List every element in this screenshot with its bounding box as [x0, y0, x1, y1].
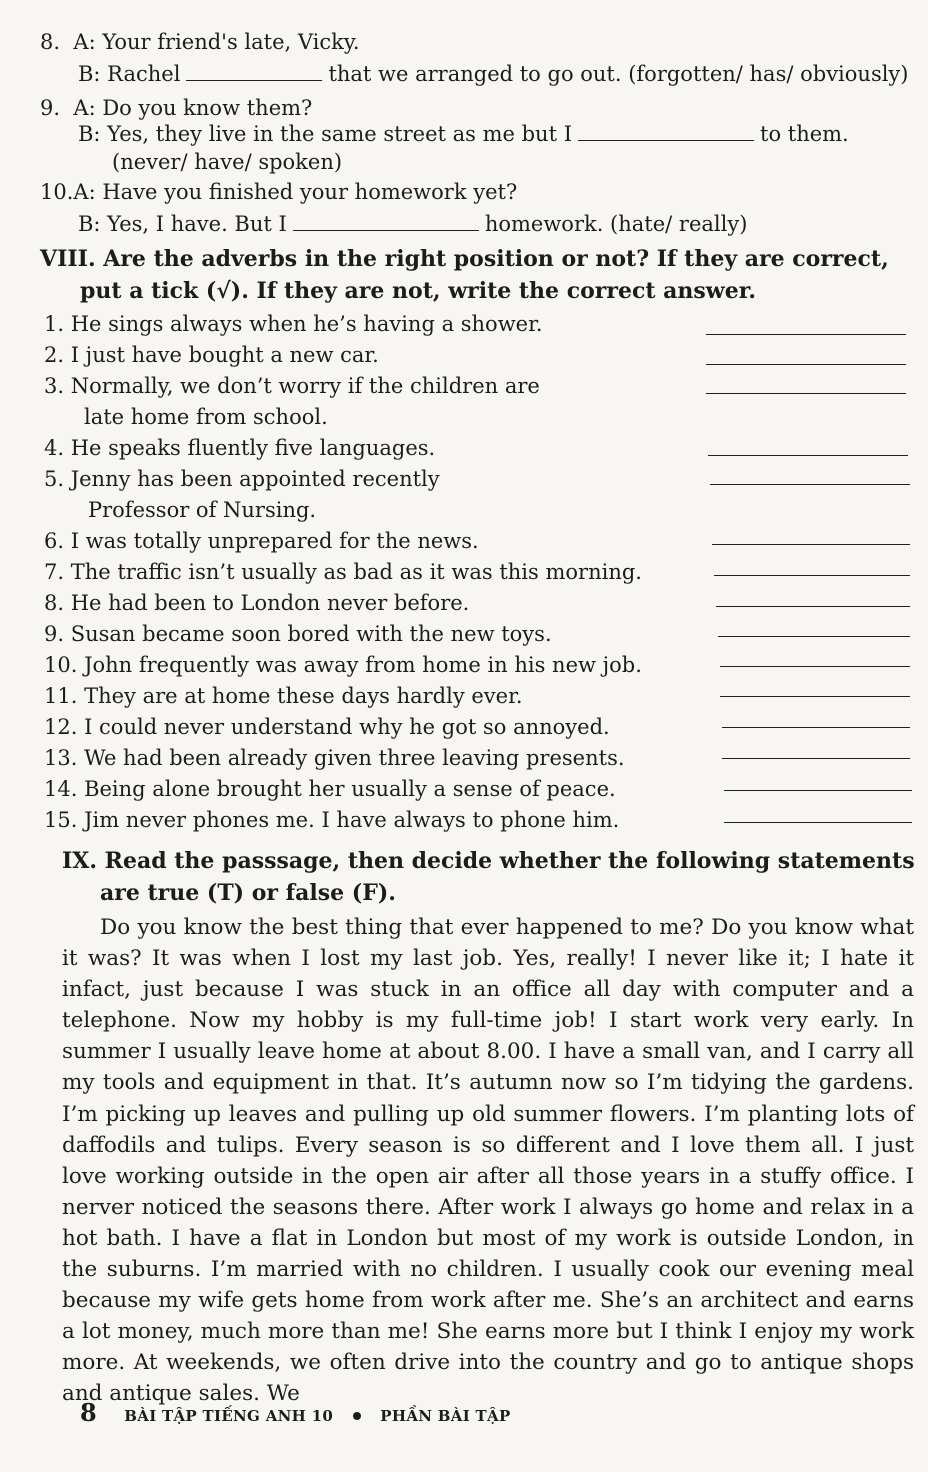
- passage-text: Do you know the best thing that ever happened to me? Do you know what it was? It was when I lost my last job. Yes, really! I never like it; I hate it infact, just because I was stuck in an office all day with computer and a telephone. Now my hobby is my full-time job! I start work very early. In summer I usually leave home at about 8.00. I have a small van, and I carry all my tools and equipment in that. It’s autumn now so I’m tidying the gardens. I’m picking up leaves and pulling up old summer flowers. I’m planting lots of daffodils and tulips. Every season is so different and I love them all. I just love working outside in the open air after all those years in a stuffy office. I nerver noticed the seasons there. After work I always go home and relax in a hot bath. I have a flat in London but most of my work is outside London, in the suburns. I’m married with no children. I usually cook our evening meal because my wife gets home from work after me. She’s an architect and earns a lot money, much more than me! She earns more but I think I enjoy my work more. At weekends, we often drive into the country and go to antique shops and antique sales. We: [62, 915, 914, 1407]
- answer-line-7[interactable]: [714, 575, 910, 576]
- answer-line-13[interactable]: [722, 758, 910, 759]
- answer-line-8[interactable]: [716, 606, 910, 607]
- answer-line-12[interactable]: [722, 727, 910, 728]
- item-11: 11. They are at home these days hardly ever.: [44, 684, 523, 708]
- section-8-heading-cont: put a tick (√). If they are not, write the correct answer.: [80, 278, 756, 304]
- section-9-heading: IX. Read the passsage, then decide whether the following statements: [62, 848, 915, 874]
- reading-passage: [62, 912, 914, 1410]
- q10-line-a: 10.A: Have you finished your homework yet?: [40, 180, 518, 204]
- answer-line-6[interactable]: [712, 544, 910, 545]
- q8-answer-blank[interactable]: [186, 62, 322, 81]
- answer-line-1[interactable]: [706, 334, 906, 335]
- item-7: 7. The traffic isn’t usually as bad as it was this morning.: [44, 560, 642, 584]
- q8-line-a: 8. A: Your friend's late, Vicky.: [40, 30, 360, 54]
- answer-line-5[interactable]: [710, 484, 910, 485]
- item-1: 1. He sings always when he’s having a shower.: [44, 312, 543, 336]
- page-number: 8: [80, 1398, 97, 1427]
- item-5: 5. Jenny has been appointed recently: [44, 467, 440, 491]
- book-part: PHẦN BÀI TẬP: [380, 1407, 511, 1425]
- item-10: 10. John frequently was away from home in his new job.: [44, 653, 642, 677]
- q9-line-a: 9. A: Do you know them?: [40, 96, 313, 120]
- page-footer: [80, 1398, 511, 1427]
- section-8-heading: VIII. Are the adverbs in the right position or not? If they are correct,: [40, 246, 889, 272]
- q9-line-b: B: Yes, they live in the same street as me but I to them.: [78, 122, 849, 146]
- answer-line-15[interactable]: [724, 822, 912, 823]
- answer-line-9[interactable]: [718, 636, 910, 637]
- item-12: 12. I could never understand why he got so annoyed.: [44, 715, 610, 739]
- item-6: 6. I was totally unprepared for the news.: [44, 529, 479, 553]
- book-title: BÀI TẬP TIẾNG ANH 10: [124, 1407, 334, 1425]
- item-14: 14. Being alone brought her usually a sense of peace.: [44, 777, 616, 801]
- item-3: 3. Normally, we don’t worry if the children are: [44, 374, 540, 398]
- q8-line-b: B: Rachel that we arranged to go out. (forgotten/ has/ obviously): [78, 62, 909, 86]
- q9-answer-blank[interactable]: [578, 122, 754, 141]
- answer-line-11[interactable]: [720, 696, 910, 697]
- answer-line-4[interactable]: [708, 455, 908, 456]
- answer-line-3[interactable]: [706, 393, 906, 394]
- answer-line-14[interactable]: [724, 790, 912, 791]
- q9-hint: (never/ have/ spoken): [112, 150, 343, 174]
- item-15: 15. Jim never phones me. I have always to phone him.: [44, 808, 620, 832]
- item-3-cont: late home from school.: [84, 405, 328, 429]
- q10-answer-blank[interactable]: [293, 212, 479, 231]
- answer-line-10[interactable]: [720, 666, 910, 667]
- answer-line-2[interactable]: [706, 364, 906, 365]
- item-2: 2. I just have bought a new car.: [44, 343, 379, 367]
- q10-line-b: B: Yes, I have. But I homework. (hate/ really): [78, 212, 748, 236]
- section-9-heading-cont: are true (T) or false (F).: [100, 880, 396, 906]
- item-8: 8. He had been to London never before.: [44, 591, 470, 615]
- item-9: 9. Susan became soon bored with the new toys.: [44, 622, 552, 646]
- item-4: 4. He speaks fluently five languages.: [44, 436, 436, 460]
- item-5-cont: Professor of Nursing.: [88, 498, 317, 522]
- item-13: 13. We had been already given three leaving presents.: [44, 746, 625, 770]
- bullet-separator: [353, 1412, 361, 1420]
